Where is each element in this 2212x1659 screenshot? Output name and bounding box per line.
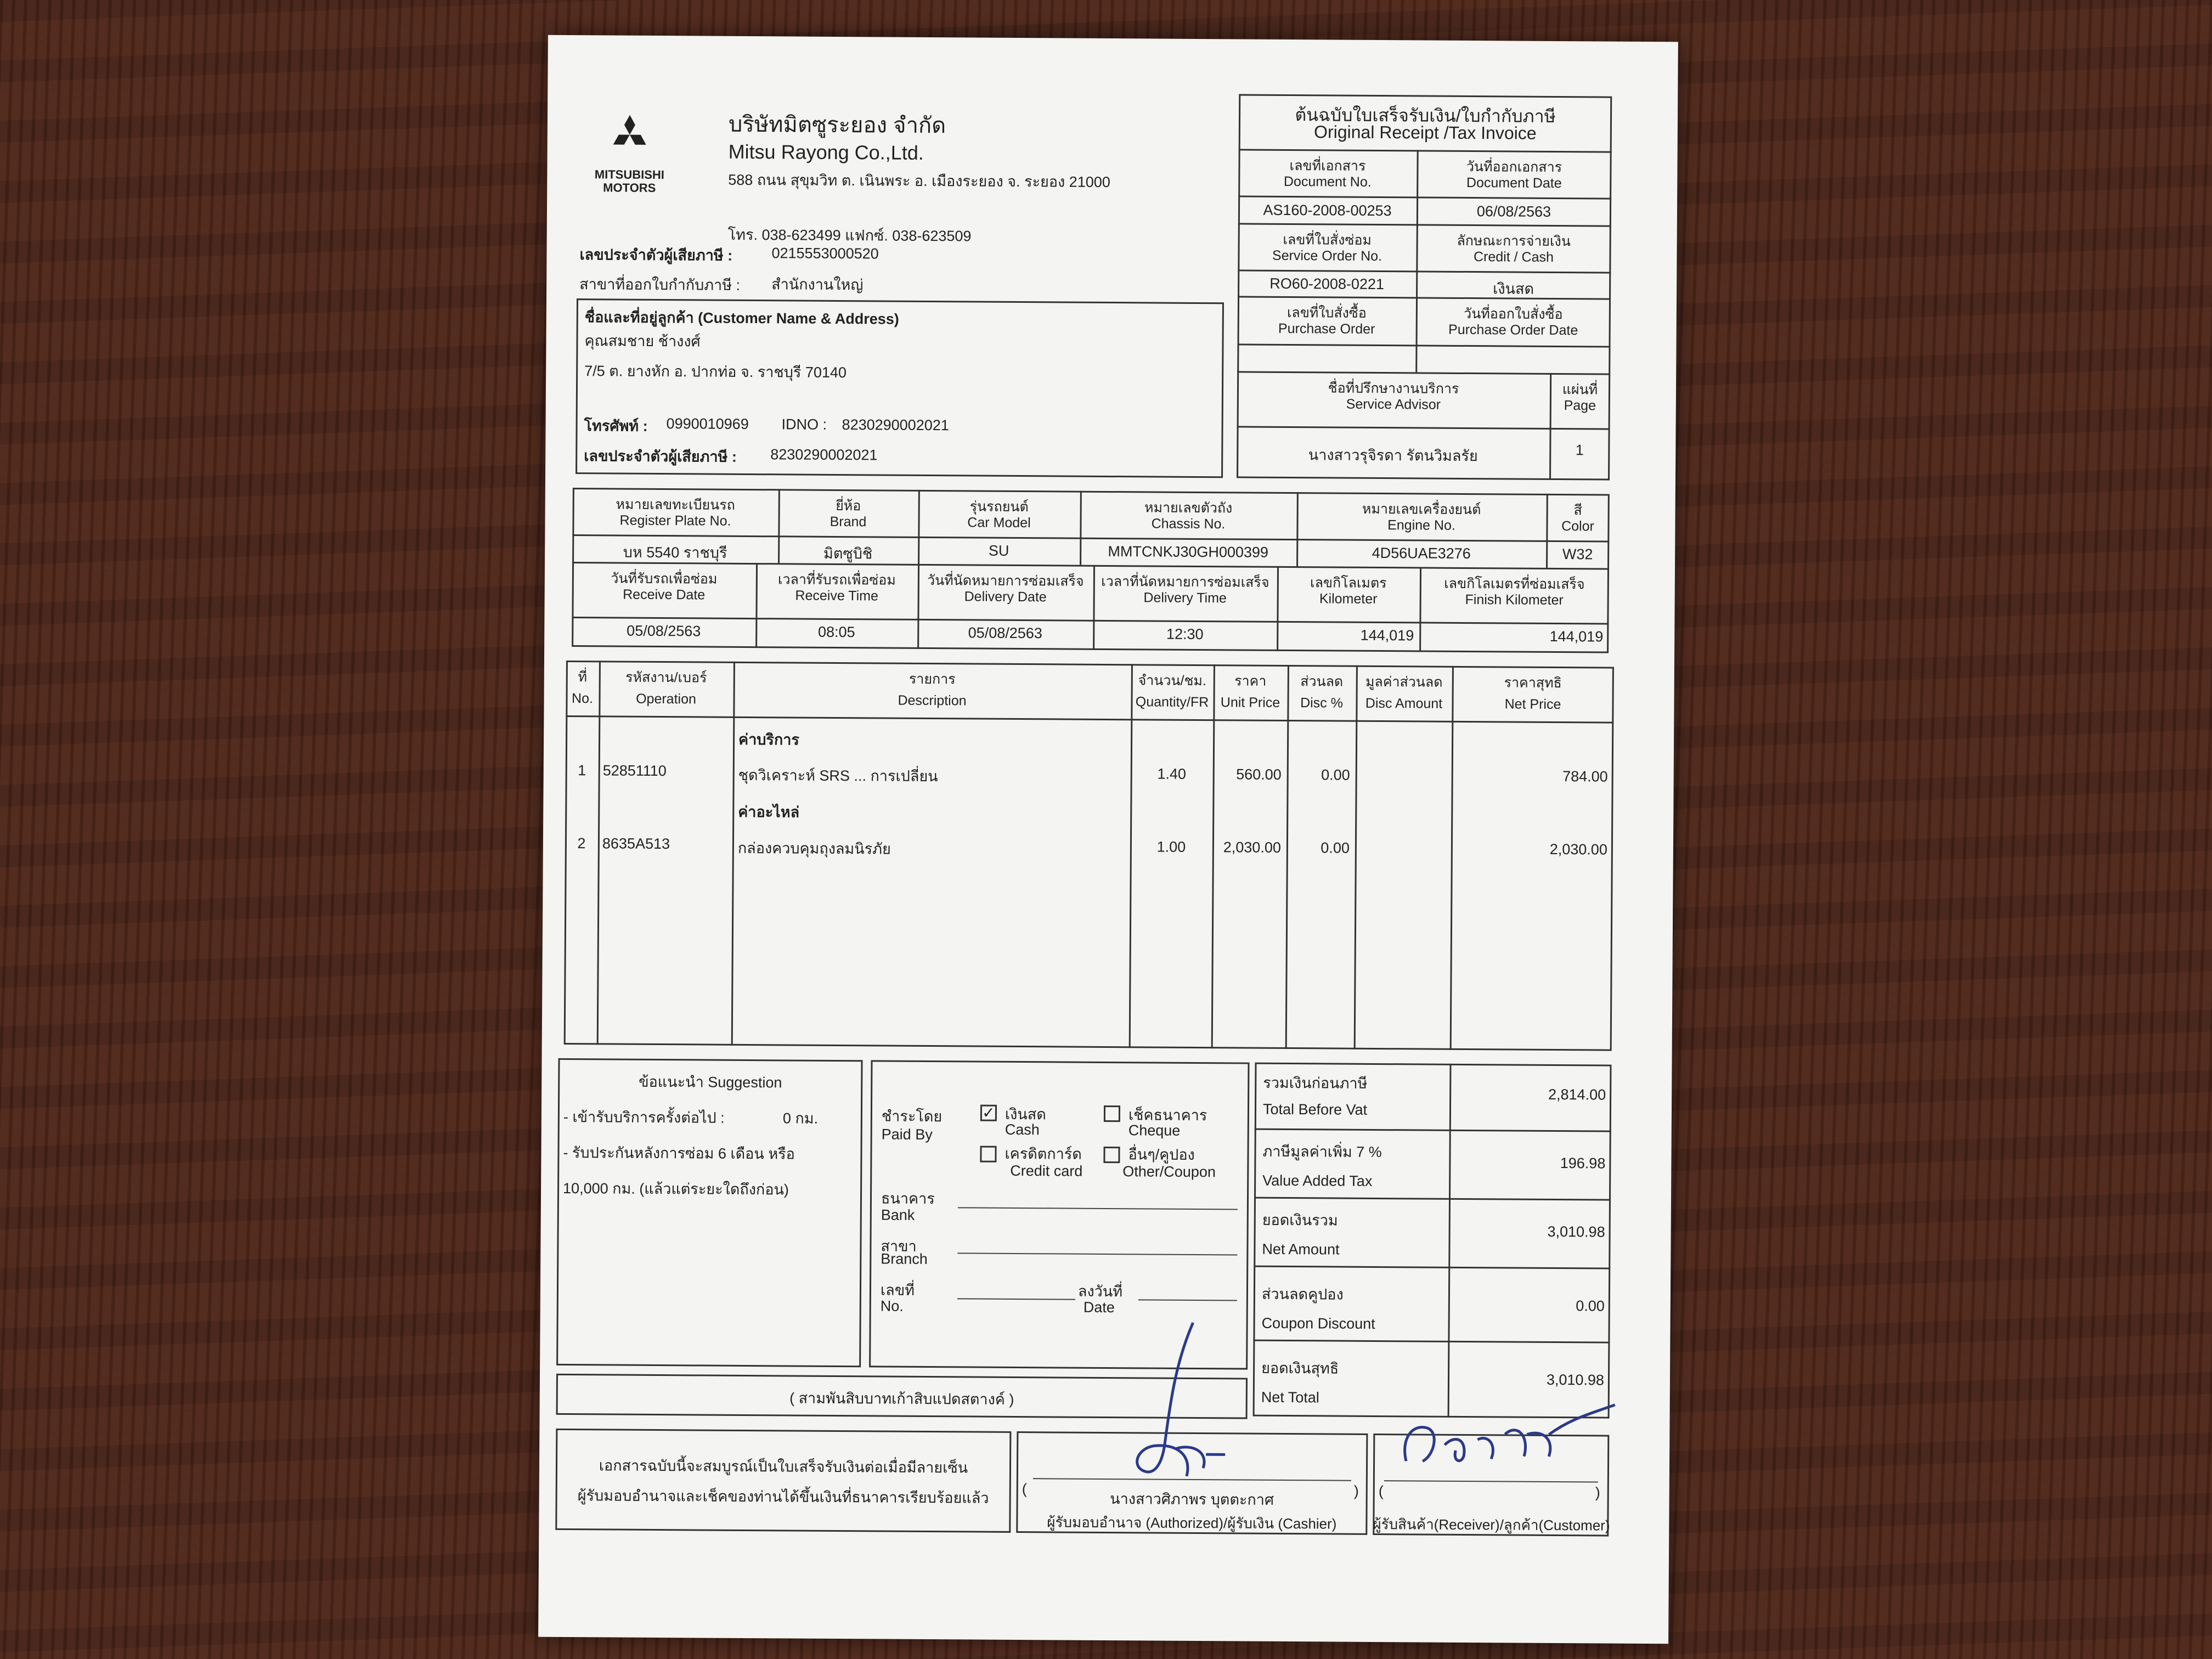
col-net-en: Net Price bbox=[1504, 696, 1561, 713]
col-qty-th: จำนวน/ชม. bbox=[1138, 673, 1206, 689]
net-amount-en: Net Amount bbox=[1262, 1240, 1340, 1258]
delivery-time-th: เวลาที่นัดหมายการซ่อมเสร็จ bbox=[1101, 573, 1269, 590]
cheque-checkbox[interactable] bbox=[1104, 1105, 1120, 1122]
suggestion-line1: - เข้ารับบริการครั้งต่อไป : bbox=[563, 1108, 725, 1126]
receive-date: 05/08/2563 bbox=[627, 622, 701, 640]
delivery-time-en: Delivery Time bbox=[1143, 590, 1227, 606]
paid-by-th: ชำระโดย bbox=[881, 1108, 943, 1125]
item-price: 2,030.00 bbox=[1223, 839, 1282, 856]
net-amount-th: ยอดเงินรวม bbox=[1262, 1211, 1338, 1229]
advisor-th: ชื่อที่ปรึกษางานบริการ bbox=[1328, 380, 1459, 397]
customer-name: คุณสมชาย ช้างงศ์ bbox=[584, 332, 701, 350]
color-en: Color bbox=[1561, 518, 1594, 534]
cash-th: เงินสด bbox=[1005, 1105, 1046, 1123]
col-damt-en: Disc Amount bbox=[1365, 695, 1443, 712]
total-before-en: Total Before Vat bbox=[1262, 1101, 1368, 1118]
po-date-th: วันที่ออกใบสั่งซื้อ bbox=[1464, 306, 1563, 323]
net-total-en: Net Total bbox=[1261, 1389, 1319, 1406]
receiver-signature bbox=[1395, 1401, 1626, 1479]
doc-no-en: Document No. bbox=[1283, 173, 1372, 190]
kilometer: 144,019 bbox=[1360, 627, 1414, 644]
engine-value: 4D56UAE3276 bbox=[1372, 544, 1471, 562]
chassis-th: หมายเลขตัวถัง bbox=[1144, 500, 1233, 516]
company-address: 588 ถนน สุขุมวิท ต. เนินพระ อ. เมืองระยอง จ. ระยอง 21000 bbox=[728, 171, 1110, 191]
company-branch-label: สาขาที่ออกใบกำกับภาษี : bbox=[579, 276, 741, 294]
net-amount-value: 3,010.98 bbox=[1547, 1223, 1605, 1240]
so-no-th: เลขที่ใบสั่งซ่อม bbox=[1283, 232, 1372, 248]
col-qty-en: Quantity/FR bbox=[1135, 694, 1209, 710]
color-th: สี bbox=[1573, 503, 1582, 518]
plate-th: หมายเลขทะเบียนรถ bbox=[616, 496, 735, 513]
branch-en: Branch bbox=[881, 1250, 928, 1268]
footer-note-box bbox=[555, 1429, 1011, 1533]
delivery-date-th: วันที่นัดหมายการซ่อมเสร็จ bbox=[927, 572, 1084, 589]
so-no-en: Service Order No. bbox=[1272, 247, 1383, 264]
doc-date-en: Document Date bbox=[1466, 174, 1562, 191]
card-th: เครดิตการ์ด bbox=[1005, 1145, 1082, 1163]
page-en: Page bbox=[1564, 398, 1596, 414]
cash-checkbox[interactable]: ✓ bbox=[980, 1105, 997, 1121]
item-no: 1 bbox=[578, 762, 586, 779]
bank-th: ธนาคาร bbox=[881, 1190, 935, 1207]
credit-card-checkbox[interactable] bbox=[980, 1146, 996, 1163]
card-en: Credit card bbox=[1010, 1162, 1083, 1180]
delivery-time: 12:30 bbox=[1166, 625, 1204, 643]
vat-th: ภาษีมูลค่าเพิ่ม 7 % bbox=[1262, 1143, 1382, 1161]
suggestion-line2: - รับประกันหลังการซ่อม 6 เดือน หรือ bbox=[563, 1144, 795, 1163]
total-before-value: 2,814.00 bbox=[1548, 1086, 1606, 1103]
finish-km-en: Finish Kilometer bbox=[1465, 591, 1564, 608]
group-service: ค่าบริการ bbox=[738, 731, 800, 748]
brand-th: ยี่ห้อ bbox=[836, 498, 861, 514]
chassis-en: Chassis No. bbox=[1151, 516, 1226, 532]
suggestion-title: ข้อแนะนำ Suggestion bbox=[639, 1073, 782, 1091]
receive-date-en: Receive Date bbox=[623, 586, 706, 603]
cheque-th: เช็คธนาคาร bbox=[1128, 1107, 1207, 1124]
model-th: รุ่นรถยนต์ bbox=[969, 499, 1029, 515]
col-price-en: Unit Price bbox=[1220, 695, 1280, 710]
col-op-en: Operation bbox=[636, 691, 697, 707]
customer-idno-label: IDNO : bbox=[781, 416, 827, 433]
page-th: แผ่นที่ bbox=[1562, 382, 1598, 398]
po-date-en: Purchase Order Date bbox=[1448, 321, 1578, 338]
plate-value: บห 5540 ราชบุรี bbox=[623, 544, 727, 561]
receive-time-th: เวลาที่รับรถเพื่อซ่อม bbox=[777, 572, 896, 588]
customer-tax-label: เลขประจำตัวผู้เสียภาษี : bbox=[584, 448, 737, 465]
receive-time-en: Receive Time bbox=[795, 588, 879, 604]
delivery-date: 05/08/2563 bbox=[968, 624, 1042, 642]
po-en: Purchase Order bbox=[1278, 320, 1375, 337]
customer-phone-label: โทรศัพท์ : bbox=[584, 417, 648, 435]
finish-km: 144,019 bbox=[1549, 628, 1604, 645]
customer-tax: 8230290002021 bbox=[770, 446, 878, 464]
model-value: SU bbox=[988, 542, 1009, 559]
header-title-th: ต้นฉบับใบเสร็จรับเงิน/ใบกำกับภาษี bbox=[1295, 105, 1556, 126]
doc-no-th: เลขที่เอกสาร bbox=[1289, 157, 1366, 174]
company-branch: สำนักงานใหญ่ bbox=[771, 276, 864, 294]
cashier-signature bbox=[1110, 1317, 1254, 1493]
item-net: 784.00 bbox=[1562, 768, 1608, 785]
cashier-name: นางสาวศิภาพร บุตตะกาศ bbox=[1110, 1491, 1274, 1508]
receipt-document bbox=[538, 35, 1678, 1644]
engine-en: Engine No. bbox=[1387, 517, 1455, 533]
item-no: 2 bbox=[577, 835, 586, 852]
model-en: Car Model bbox=[967, 515, 1031, 531]
header-title-en: Original Receipt /Tax Invoice bbox=[1314, 122, 1537, 143]
other-th: อื่นๆ/คูปอง bbox=[1128, 1146, 1195, 1163]
customer-phone: 0990010969 bbox=[666, 415, 749, 432]
col-disc-th: ส่วนลด bbox=[1300, 674, 1344, 690]
customer-label: ชื่อและที่อยู่ลูกค้า (Customer Name & Address) bbox=[584, 309, 899, 328]
customer-idno: 8230290002021 bbox=[842, 416, 949, 434]
item-price: 560.00 bbox=[1236, 766, 1282, 783]
brand-value: มิตซูบิชิ bbox=[823, 545, 873, 562]
cash-en: Cash bbox=[1005, 1121, 1040, 1138]
advisor-name: นางสาวรุจิรดา รัตนวิมลรัย bbox=[1308, 447, 1478, 465]
total-before-th: รวมเงินก่อนภาษี bbox=[1263, 1074, 1368, 1092]
coupon-th: ส่วนลดคูปอง bbox=[1261, 1285, 1344, 1303]
doc-date-th: วันที่ออกเอกสาร bbox=[1466, 159, 1562, 176]
color-value: W32 bbox=[1562, 546, 1593, 563]
date-en: Date bbox=[1083, 1299, 1115, 1316]
page-number: 1 bbox=[1575, 442, 1584, 459]
net-total-value: 3,010.98 bbox=[1546, 1371, 1605, 1389]
doc-no: AS160-2008-00253 bbox=[1263, 201, 1392, 219]
company-name-th: บริษัทมิตซูระยอง จำกัด bbox=[728, 112, 946, 138]
delivery-date-en: Delivery Date bbox=[964, 589, 1047, 605]
item-operation: 52851110 bbox=[602, 762, 667, 780]
cheque-en: Cheque bbox=[1128, 1122, 1181, 1139]
company-phone: โทร. 038-623499 แฟกซ์. 038-623509 bbox=[727, 226, 972, 245]
vat-en: Value Added Tax bbox=[1262, 1172, 1373, 1189]
col-price-th: ราคา bbox=[1234, 673, 1267, 689]
company-name-en: Mitsu Rayong Co.,Ltd. bbox=[728, 140, 924, 164]
kilometer-en: Kilometer bbox=[1319, 591, 1378, 607]
company-tax-label: เลขประจำตัวผู้เสียภาษี : bbox=[579, 246, 733, 264]
item-description: กล่องควบคุมถุงลมนิรภัย bbox=[737, 839, 891, 857]
col-desc-en: Description bbox=[898, 692, 967, 709]
company-tax-id: 0215553000520 bbox=[771, 245, 879, 262]
suggestion-line3: 10,000 กม. (แล้วแต่ระยะใดถึงก่อน) bbox=[563, 1180, 789, 1198]
credit-th: ลักษณะการจ่ายเงิน bbox=[1457, 233, 1571, 250]
item-disc: 0.00 bbox=[1321, 766, 1350, 783]
col-disc-en: Disc % bbox=[1300, 695, 1344, 711]
footer-note1: เอกสารฉบับนี้จะสมบูรณ์เป็นใบเสร็จรับเงินต่อเมื่อมีลายเซ็น bbox=[599, 1457, 968, 1476]
cashier-label: ผู้รับมอบอำนาจ (Authorized)/ผู้รับเงิน (Cashier) bbox=[1047, 1514, 1337, 1532]
logo-text: MITSUBISHI MOTORS bbox=[594, 167, 665, 195]
plate-en: Register Plate No. bbox=[619, 512, 731, 529]
credit-type: เงินสด bbox=[1493, 280, 1534, 297]
col-no-th: ที่ bbox=[578, 669, 588, 685]
item-operation: 8635A513 bbox=[602, 835, 670, 853]
col-damt-th: มูลค่าส่วนลด bbox=[1365, 674, 1443, 690]
col-no-en: No. bbox=[572, 691, 594, 707]
paid-by-en: Paid By bbox=[881, 1126, 933, 1143]
cashier-paren-open: ( bbox=[1022, 1481, 1027, 1498]
po-th: เลขที่ใบสั่งซื้อ bbox=[1286, 304, 1367, 321]
col-op-th: รหัสงาน/เบอร์ bbox=[625, 669, 707, 686]
mitsubishi-logo-icon bbox=[591, 112, 668, 167]
coupon-en: Coupon Discount bbox=[1261, 1314, 1375, 1332]
credit-en: Credit / Cash bbox=[1473, 249, 1554, 265]
finish-km-th: เลขกิโลเมตรที่ซ่อมเสร็จ bbox=[1444, 575, 1585, 592]
date-th: ลงวันที่ bbox=[1077, 1283, 1123, 1300]
receiver-paren-open: ( bbox=[1378, 1483, 1384, 1500]
item-description: ชุดวิเคราะห์ SRS ... การเปลี่ยน bbox=[738, 766, 938, 785]
net-total-th: ยอดเงินสุทธิ bbox=[1261, 1359, 1339, 1377]
receive-date-th: วันที่รับรถเพื่อซ่อม bbox=[611, 571, 718, 587]
receive-time: 08:05 bbox=[817, 623, 855, 641]
advisor-en: Service Advisor bbox=[1346, 396, 1441, 413]
chassis-value: MMTCNKJ30GH000399 bbox=[1108, 543, 1269, 561]
branch-th: สาขา bbox=[881, 1238, 917, 1255]
vat-value: 196.98 bbox=[1560, 1155, 1606, 1172]
receiver-paren-close: ) bbox=[1595, 1484, 1600, 1501]
customer-address: 7/5 ต. ยางหัก อ. ปากท่อ จ. ราชบุรี 70140 bbox=[584, 363, 847, 381]
footer-note2: ผู้รับมอบอำนาจและเช็คของท่านได้ขึ้นเงินที่ธนาคารเรียบร้อยแล้ว bbox=[577, 1487, 989, 1506]
kilometer-th: เลขกิโลเมตร bbox=[1310, 575, 1387, 591]
item-qty: 1.00 bbox=[1156, 838, 1186, 855]
group-parts: ค่าอะไหล่ bbox=[738, 803, 800, 821]
col-net-th: ราคาสุทธิ bbox=[1504, 675, 1562, 691]
other-checkbox[interactable] bbox=[1103, 1147, 1120, 1163]
receiver-label: ผู้รับสินค้า(Receiver)/ลูกค้า(Customer) bbox=[1373, 1515, 1610, 1534]
coupon-value: 0.00 bbox=[1576, 1297, 1605, 1314]
brand-en: Brand bbox=[830, 514, 867, 530]
bank-en: Bank bbox=[881, 1206, 915, 1223]
cheque-no-th: เลขที่ bbox=[880, 1282, 915, 1299]
item-disc: 0.00 bbox=[1321, 839, 1350, 856]
cheque-no-en: No. bbox=[880, 1297, 904, 1314]
engine-th: หมายเลขเครื่องยนต์ bbox=[1362, 501, 1481, 518]
suggestion-line1-value: 0 กม. bbox=[782, 1110, 819, 1127]
doc-date: 06/08/2563 bbox=[1476, 203, 1551, 220]
amount-words: ( สามพันสิบบาทเก้าสิบแปดสตางค์ ) bbox=[789, 1390, 1014, 1408]
so-no: RO60-2008-0221 bbox=[1269, 275, 1385, 293]
item-net: 2,030.00 bbox=[1549, 840, 1607, 858]
other-en: Other/Coupon bbox=[1122, 1163, 1216, 1181]
cashier-paren-close: ) bbox=[1353, 1482, 1359, 1499]
col-desc-th: รายการ bbox=[909, 671, 956, 687]
item-qty: 1.40 bbox=[1157, 765, 1187, 782]
